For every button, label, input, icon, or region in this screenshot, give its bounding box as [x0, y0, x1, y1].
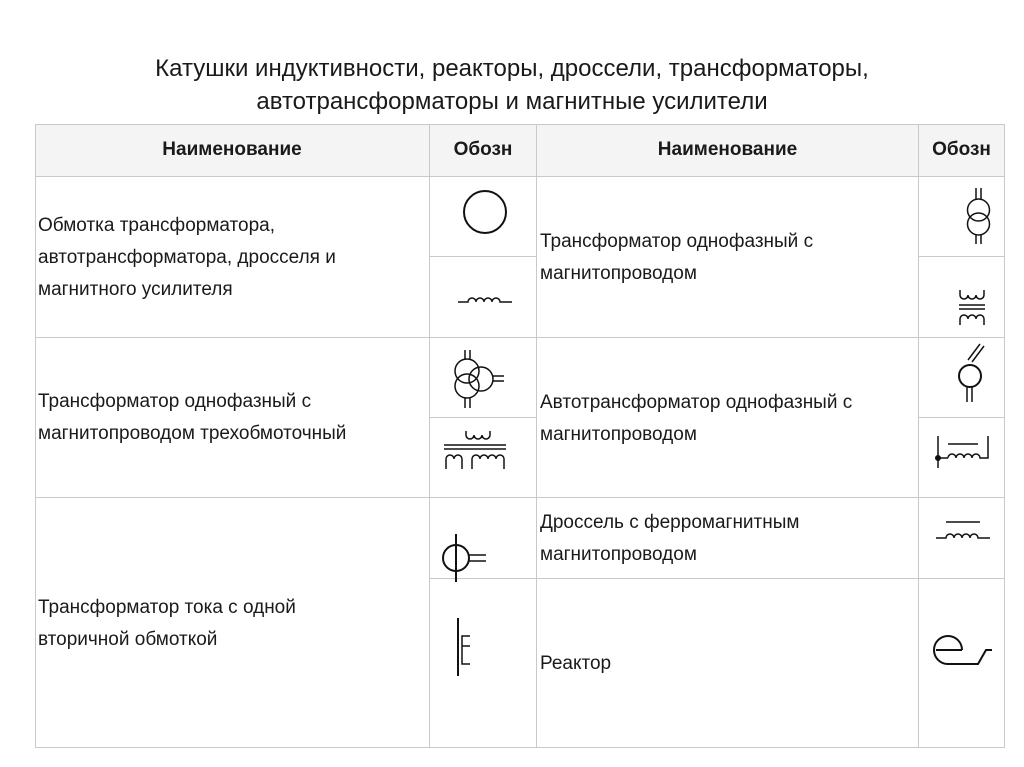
- table-header-divider: [35, 176, 1005, 177]
- row-label-choke: [540, 507, 799, 571]
- column-divider: [429, 124, 430, 748]
- row-label-line: магнитопроводом: [540, 424, 697, 445]
- winding-coil-icon: [456, 290, 516, 310]
- row-label-line: магнитного усилителя: [38, 279, 233, 300]
- two-winding-transformer-coils-icon: [955, 285, 995, 330]
- row-label-line: магнитопроводом трехобмоточный: [38, 423, 347, 444]
- row-label-line: магнитопроводом: [540, 263, 697, 284]
- row-label-line: Трансформатор однофазный с: [540, 231, 814, 252]
- row-label-reactor: [540, 648, 611, 680]
- table-row-divider: [35, 337, 1005, 338]
- row-label-current-transformer: [38, 592, 296, 656]
- row-label-line: Трансформатор однофазный с: [38, 391, 312, 412]
- row-label-line: магнитопроводом: [540, 544, 697, 565]
- three-winding-transformer-circles-icon: [448, 346, 510, 411]
- cell-divider: [919, 417, 1005, 418]
- table-row-divider: [35, 497, 1005, 498]
- row-label-line: вторичной обмоткой: [38, 629, 218, 650]
- row-label-winding: [38, 210, 336, 306]
- two-winding-transformer-circles-icon: [955, 186, 1003, 248]
- page-title-line-1: Катушки индуктивности, реакторы, дроссели, трансформаторы,: [155, 55, 869, 82]
- row-label-line: Реактор: [540, 653, 612, 674]
- row-label-line: Трансформатор тока с одной: [38, 597, 296, 618]
- column-divider: [536, 124, 537, 748]
- row-label-line: Автотрансформатор однофазный с: [540, 392, 853, 413]
- table-border-bottom: [35, 747, 1005, 748]
- winding-circle-icon: [455, 186, 515, 241]
- three-winding-transformer-coils-icon: [440, 425, 512, 475]
- page-title-line-2: автотрансформаторы и магнитные усилители: [256, 88, 768, 115]
- table-border-left: [35, 124, 36, 748]
- reactor-icon: [932, 626, 994, 670]
- header-name-right: Наименование: [657, 139, 798, 160]
- choke-core-icon: [932, 516, 996, 546]
- row-label-line: Обмотка трансформатора,: [38, 215, 276, 236]
- row-label-line: автотрансформатора, дросселя и: [38, 247, 336, 268]
- current-transformer-coil-icon: [446, 616, 476, 680]
- autotransformer-coil-icon: [934, 432, 996, 472]
- column-divider: [918, 124, 919, 748]
- current-transformer-circle-icon: [436, 532, 492, 584]
- header-symbol-left: Обозн: [453, 139, 513, 160]
- cell-divider: [430, 256, 536, 257]
- autotransformer-circle-icon: [952, 340, 992, 408]
- row-label-single-phase-transformer: [540, 226, 813, 290]
- row-label-line: Дроссель с ферромагнитным: [540, 512, 800, 533]
- header-name-left: Наименование: [162, 139, 302, 160]
- row-label-three-winding-transformer: [38, 386, 346, 450]
- cell-divider: [919, 256, 1005, 257]
- table-border-right: [1004, 124, 1005, 748]
- row-label-autotransformer: [540, 387, 852, 451]
- header-symbol-right: Обозн: [932, 139, 991, 160]
- table-border-top: [35, 124, 1005, 125]
- cell-divider: [430, 417, 536, 418]
